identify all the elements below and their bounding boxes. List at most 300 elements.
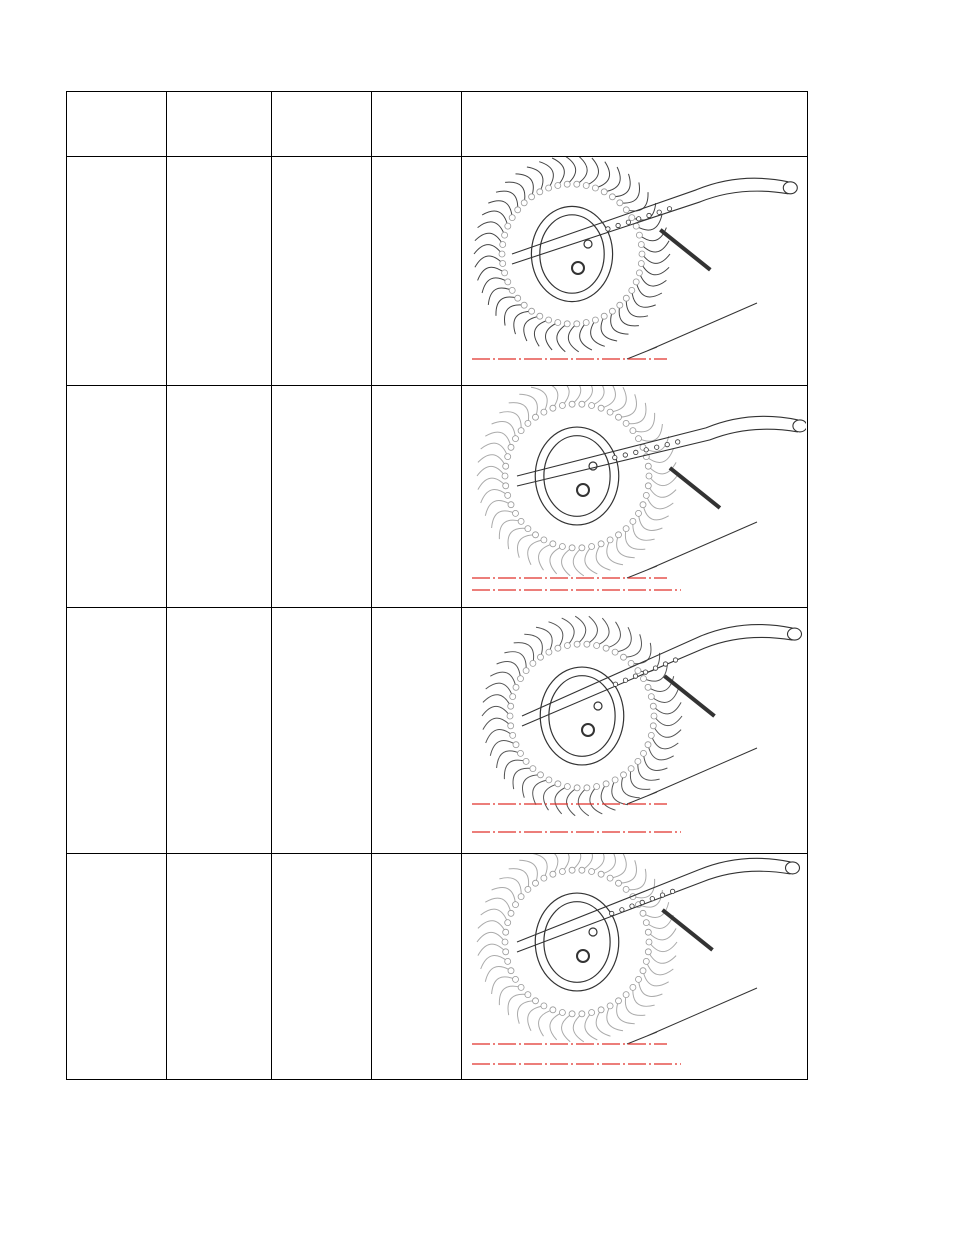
cylinder	[665, 676, 715, 716]
tine	[619, 305, 639, 326]
tine	[492, 977, 516, 994]
tine	[485, 501, 511, 516]
tine	[653, 702, 681, 713]
rim-bead	[505, 454, 511, 460]
tine	[499, 986, 521, 1005]
rim-bead	[555, 781, 561, 787]
tines	[474, 157, 670, 352]
rake-wheel-position-2-illustration	[462, 386, 806, 607]
rim-bead	[650, 703, 656, 709]
rim-bead	[569, 867, 575, 873]
rim-bead	[569, 401, 575, 407]
rim-bead	[636, 436, 642, 442]
tine	[514, 643, 534, 664]
tine	[642, 254, 670, 263]
tine	[625, 995, 645, 1016]
rim-bead	[499, 251, 505, 257]
rim-bead	[628, 766, 634, 772]
rim-bead	[617, 200, 623, 206]
rim-bead	[509, 215, 515, 221]
tine	[601, 316, 617, 341]
tine	[517, 535, 535, 558]
tine	[592, 386, 604, 406]
row-3-figure-cell	[462, 608, 808, 854]
row-2-cell-4	[372, 386, 462, 608]
adjust-hole	[626, 220, 630, 224]
rim-bead	[645, 949, 651, 955]
adjust-hole	[673, 658, 677, 662]
ground-tine-rod	[627, 303, 757, 359]
tine	[585, 547, 597, 574]
tine	[509, 869, 529, 890]
rake-wheel-position-3-illustration	[462, 608, 806, 853]
table-row	[67, 386, 808, 608]
rim-bead	[525, 992, 531, 998]
rim-bead	[621, 772, 627, 778]
rim-bead	[645, 742, 651, 748]
rim-bead	[623, 295, 629, 301]
rim-bead	[541, 537, 547, 543]
rim-bead	[533, 532, 539, 538]
rim-bead	[546, 317, 552, 323]
rim-bead	[645, 929, 651, 935]
rim-bead	[592, 317, 598, 323]
row-2-cell-2	[167, 386, 272, 608]
rim-bead	[518, 984, 524, 990]
rim-bead	[623, 992, 629, 998]
rim-bead	[559, 869, 565, 875]
tine	[533, 780, 549, 805]
tine	[597, 618, 609, 645]
rim-bead	[612, 777, 618, 783]
axle-bolt	[572, 262, 584, 274]
rim-bead	[579, 401, 585, 407]
header-cell-4	[372, 92, 462, 157]
tine	[485, 432, 511, 447]
adjust-hole	[634, 450, 638, 454]
tine	[555, 787, 567, 814]
tine	[478, 944, 506, 955]
rim-bead	[546, 185, 552, 191]
row-1-cell-3	[272, 157, 372, 386]
arm-end-cap	[793, 420, 806, 432]
tine	[590, 787, 602, 814]
rim-bead	[633, 279, 639, 285]
tine	[531, 387, 547, 412]
tine	[528, 1006, 544, 1031]
rim-bead	[533, 414, 539, 420]
tine	[475, 256, 503, 267]
rim-bead	[559, 403, 565, 409]
rim-bead	[616, 880, 622, 886]
rim-bead	[583, 320, 589, 326]
tine	[649, 942, 677, 952]
tine	[497, 662, 521, 679]
rim-bead	[645, 463, 651, 469]
rim-bead	[518, 894, 524, 900]
rim-bead	[650, 723, 656, 729]
rim-bead	[589, 544, 595, 550]
tine	[653, 726, 681, 737]
axle-bolt	[582, 724, 594, 736]
tine	[550, 547, 562, 574]
rim-bead	[607, 409, 613, 415]
tine	[644, 753, 668, 770]
row-1-cell-2	[167, 157, 272, 386]
tine	[528, 540, 544, 565]
rim-bead	[598, 405, 604, 411]
rim-bead	[513, 684, 519, 690]
hub-disc	[535, 427, 619, 525]
row-2-figure-cell	[462, 386, 808, 608]
tine	[517, 1001, 535, 1024]
tine	[514, 311, 532, 334]
rim-bead	[550, 405, 556, 411]
rim-bead	[521, 302, 527, 308]
tine	[478, 478, 506, 489]
rim-bead	[564, 643, 570, 649]
rim-bead	[635, 668, 641, 674]
rim-bead	[541, 1003, 547, 1009]
arm-tube-lower	[522, 637, 793, 726]
ground-tine-rod	[627, 522, 757, 578]
rim-bead	[508, 502, 514, 508]
rim-bead	[636, 976, 642, 982]
rim-bead	[609, 194, 615, 200]
row-3-cell-1	[67, 608, 167, 854]
header-cell-2	[167, 92, 272, 157]
tine	[648, 952, 676, 963]
header-cell-3	[272, 92, 372, 157]
tine	[478, 921, 506, 932]
rim-bead	[505, 958, 511, 964]
rim-bead	[607, 875, 613, 881]
tine	[483, 695, 511, 706]
row-3-cell-3	[272, 608, 372, 854]
rim-bead	[546, 777, 552, 783]
rim-bead	[574, 321, 580, 327]
adjust-bolt	[584, 240, 592, 248]
adjust-hole	[676, 440, 680, 444]
rim-bead	[503, 463, 509, 469]
row-3-cell-2	[167, 608, 272, 854]
rim-bead	[507, 713, 513, 719]
hub-inner-ring	[540, 215, 604, 293]
rim-bead	[523, 668, 529, 674]
rim-bead	[550, 1007, 556, 1013]
adjust-hole	[653, 666, 657, 670]
tine	[636, 282, 662, 297]
rake-wheel-position-1-illustration	[462, 157, 806, 385]
rim-bead	[623, 886, 629, 892]
tine	[654, 716, 682, 726]
rim-bead	[521, 200, 527, 206]
adjust-hole	[637, 217, 641, 221]
tine	[499, 520, 521, 539]
tine	[587, 616, 598, 644]
rim-bead	[636, 510, 642, 516]
tine	[639, 424, 663, 441]
rim-bead	[589, 869, 595, 875]
rim-bead	[503, 949, 509, 955]
rim-bead	[555, 645, 561, 651]
rim-bead	[648, 694, 654, 700]
tine	[580, 323, 592, 351]
rim-bead	[621, 654, 627, 660]
rim-bead	[579, 867, 585, 873]
rim-bead	[508, 910, 514, 916]
tine	[577, 157, 587, 184]
tine	[524, 316, 540, 341]
rim-bead	[641, 750, 647, 756]
tine	[544, 854, 558, 874]
tine	[643, 505, 669, 520]
rim-bead	[555, 320, 561, 326]
tine	[497, 751, 521, 768]
tine	[607, 540, 623, 565]
rim-bead	[601, 313, 607, 319]
tine	[649, 476, 677, 486]
rake-arm	[512, 178, 797, 270]
tine	[567, 788, 578, 816]
header-cell-1	[67, 92, 167, 157]
rim-bead	[510, 694, 516, 700]
rim-bead	[530, 766, 536, 772]
tine	[531, 854, 547, 878]
rim-bead	[500, 261, 506, 267]
adjust-hole	[613, 682, 617, 686]
tine	[601, 386, 615, 408]
tine	[474, 245, 502, 254]
table-row	[67, 608, 808, 854]
rake-arm	[522, 625, 802, 726]
tine	[610, 854, 626, 878]
rim-bead	[638, 261, 644, 267]
adjust-hole	[644, 448, 648, 452]
rim-bead	[518, 750, 524, 756]
tine	[504, 760, 526, 779]
adjust-hole	[623, 453, 627, 457]
rim-bead	[623, 207, 629, 213]
rim-bead	[508, 968, 514, 974]
rim-bead	[603, 781, 609, 787]
rim-bead	[509, 287, 515, 293]
rim-bead	[502, 939, 508, 945]
tine	[488, 288, 512, 305]
rim-bead	[503, 929, 509, 935]
rim-bead	[601, 189, 607, 195]
ground-tine-rod	[627, 748, 757, 804]
hub-disc	[535, 893, 619, 991]
tine	[612, 174, 630, 197]
rim-bead	[629, 215, 635, 221]
rim-bead	[559, 1010, 565, 1016]
rim-bead	[513, 510, 519, 516]
tine	[536, 627, 552, 652]
rim-bead	[505, 223, 511, 229]
tine	[575, 616, 586, 644]
adjust-hole	[665, 442, 669, 446]
rim-bead	[579, 545, 585, 551]
tine	[509, 403, 529, 424]
adjust-hole	[667, 207, 671, 211]
rim-bead	[616, 998, 622, 1004]
rim-bead	[525, 886, 531, 892]
rim-bead	[574, 785, 580, 791]
rim-bead	[630, 518, 636, 524]
rim-bead	[635, 758, 641, 764]
rim-bead	[500, 242, 506, 248]
rim-bead	[502, 473, 508, 479]
row-4-figure-cell	[462, 854, 808, 1080]
tine	[488, 201, 512, 218]
tine	[585, 1013, 597, 1040]
rim-bead	[609, 308, 615, 314]
rim-bead	[583, 183, 589, 189]
tine	[639, 979, 663, 996]
axle-bolt	[577, 484, 589, 496]
tine	[522, 775, 540, 798]
rim-bead	[510, 732, 516, 738]
tine	[552, 158, 564, 186]
adjust-hole	[633, 674, 637, 678]
rim-bead	[638, 242, 644, 248]
rim-bead	[639, 251, 645, 257]
tine	[573, 1014, 584, 1042]
tine	[573, 548, 584, 576]
tine	[641, 241, 669, 252]
tine	[648, 486, 676, 497]
wheel-hub	[540, 667, 624, 765]
tine	[485, 967, 511, 982]
rim-bead	[513, 902, 519, 908]
rim-bead	[617, 302, 623, 308]
hub-disc	[540, 667, 624, 765]
hub-inner-ring	[549, 676, 615, 757]
rim-bead	[505, 279, 511, 285]
rim-bead	[640, 910, 646, 916]
tine	[648, 745, 674, 760]
rim-bead	[584, 785, 590, 791]
rim-bead	[569, 545, 575, 551]
tine	[490, 741, 516, 756]
tine	[632, 290, 656, 307]
hub-inner-ring	[544, 436, 610, 517]
tine	[625, 529, 645, 550]
rim-bead	[594, 643, 600, 649]
rim-bead	[643, 492, 649, 498]
rim-bead	[628, 660, 634, 666]
tine	[527, 167, 543, 192]
rim-bead	[537, 189, 543, 195]
rim-bead	[513, 436, 519, 442]
tine	[550, 1013, 562, 1040]
rim-bead	[530, 660, 536, 666]
tine	[568, 324, 578, 352]
rim-bead	[640, 502, 646, 508]
arm-end-cap	[788, 628, 802, 640]
rim-bead	[636, 232, 642, 238]
rim-bead	[616, 532, 622, 538]
tine	[624, 634, 642, 657]
table-header-row	[67, 92, 808, 157]
row-4-cell-3	[272, 854, 372, 1080]
tine	[619, 860, 637, 883]
ground-tine-rod	[627, 988, 757, 1044]
rim-bead	[503, 483, 509, 489]
row-1-cell-4	[372, 157, 462, 386]
rim-bead	[646, 473, 652, 479]
rim-bead	[636, 270, 642, 276]
rim-bead	[513, 976, 519, 982]
rim-bead	[629, 287, 635, 293]
rim-bead	[645, 483, 651, 489]
rim-bead	[594, 784, 600, 790]
rim-bead	[641, 676, 647, 682]
tine	[586, 158, 598, 186]
tine	[482, 278, 508, 293]
adjust-hole	[613, 455, 617, 459]
wheel-hub	[535, 893, 619, 991]
tine	[496, 297, 518, 316]
rim-bead	[529, 308, 535, 314]
adjust-bolt	[594, 702, 602, 710]
adjust-hole	[670, 889, 674, 893]
row-3-cell-4	[372, 608, 462, 854]
row-4-cell-1	[67, 854, 167, 1080]
rim-bead	[550, 871, 556, 877]
tine	[475, 233, 503, 244]
tine	[477, 466, 505, 476]
cylinder	[660, 230, 710, 270]
rim-bead	[529, 194, 535, 200]
adjust-hole	[650, 897, 654, 901]
rim-bead	[598, 1007, 604, 1013]
rim-bead	[574, 181, 580, 187]
rim-bead	[646, 939, 652, 945]
tine	[639, 513, 663, 530]
rim-bead	[525, 420, 531, 426]
tine	[505, 182, 525, 203]
adjust-hole	[630, 904, 634, 908]
rim-bead	[515, 207, 521, 213]
tine	[490, 672, 516, 687]
rim-bead	[541, 875, 547, 881]
tine	[630, 769, 650, 790]
adjust-hole	[610, 911, 614, 915]
rim-bead	[623, 526, 629, 532]
tine	[477, 932, 505, 942]
rim-bead	[607, 1003, 613, 1009]
rim-bead	[564, 321, 570, 327]
tine	[565, 157, 575, 184]
adjust-hole	[616, 223, 620, 227]
rim-bead	[541, 409, 547, 415]
rim-bead	[518, 518, 524, 524]
cylinder	[670, 468, 720, 508]
tines	[477, 386, 677, 576]
rim-bead	[603, 645, 609, 651]
row-2-cell-3	[272, 386, 372, 608]
rim-bead	[538, 772, 544, 778]
rim-bead	[592, 185, 598, 191]
rim-bead	[569, 1011, 575, 1017]
rim-bead	[598, 541, 604, 547]
header-cell-5	[462, 92, 808, 157]
row-4-cell-2	[167, 854, 272, 1080]
wheel-hub	[535, 427, 619, 525]
row-2-cell-1	[67, 386, 167, 608]
